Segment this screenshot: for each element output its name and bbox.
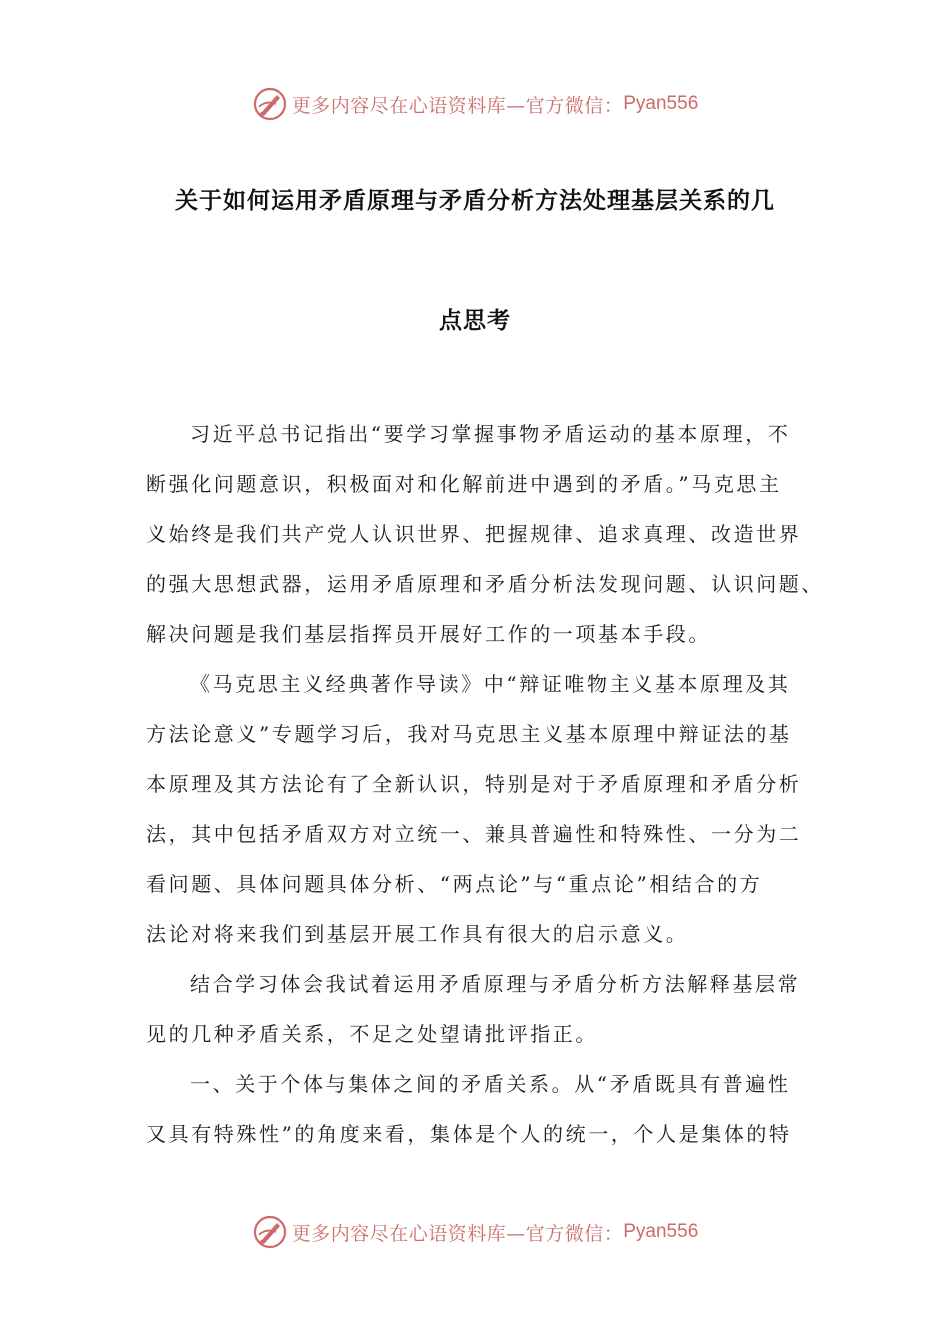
body-line: 断强化问题意识，积极面对和化解前进中遇到的矛盾。”马克思主 xyxy=(146,472,782,496)
body-line: 又具有特殊性”的角度来看，集体是个人的统一，个人是集体的特 xyxy=(146,1122,792,1146)
document-title-line-1: 关于如何运用矛盾原理与矛盾分析方法处理基层关系的几 xyxy=(175,188,775,214)
document-title-line-2: 点思考 xyxy=(439,308,511,334)
body-line: 一、关于个体与集体之间的矛盾关系。从“矛盾既具有普遍性 xyxy=(190,1072,791,1096)
header-banner xyxy=(0,84,950,124)
body-line: 《马克思主义经典著作导读》中“辩证唯物主义基本原理及其 xyxy=(190,672,791,696)
pen-logo-icon xyxy=(252,1214,288,1250)
body-line: 方法论意义”专题学习后，我对马克思主义基本原理中辩证法的基 xyxy=(146,722,792,746)
pen-logo-icon xyxy=(252,86,288,122)
body-line: 解决问题是我们基层指挥员开展好工作的一项基本手段。 xyxy=(146,622,711,646)
header-banner-text: 更多内容尽在心语资料库—官方微信： xyxy=(291,94,624,117)
body-line: 结合学习体会我试着运用矛盾原理与矛盾分析方法解释基层常 xyxy=(190,972,801,996)
body-line: 本原理及其方法论有了全新认识，特别是对于矛盾原理和矛盾分析 xyxy=(146,772,802,796)
footer-banner-text: 更多内容尽在心语资料库—官方微信： xyxy=(291,1222,624,1245)
body-line: 法，其中包括矛盾双方对立统一、兼具普遍性和特殊性、一分为二 xyxy=(146,822,802,846)
footer-wechat-id: Pyan556 xyxy=(623,1221,699,1242)
body-line: 法论对将来我们到基层开展工作具有很大的启示意义。 xyxy=(146,922,689,946)
body-line: 的强大思想武器，运用矛盾原理和矛盾分析法发现问题、认识问题、 xyxy=(146,572,824,596)
footer-banner xyxy=(0,1212,950,1252)
body-line: 习近平总书记指出“要学习掌握事物矛盾运动的基本原理，不 xyxy=(190,422,791,446)
body-line: 见的几种矛盾关系，不足之处望请批评指正。 xyxy=(146,1022,598,1046)
body-line: 看问题、具体问题具体分析、“两点论”与“重点论”相结合的方 xyxy=(146,872,763,896)
header-wechat-id: Pyan556 xyxy=(623,93,699,114)
body-line: 义始终是我们共产党人认识世界、把握规律、追求真理、改造世界 xyxy=(146,522,802,546)
